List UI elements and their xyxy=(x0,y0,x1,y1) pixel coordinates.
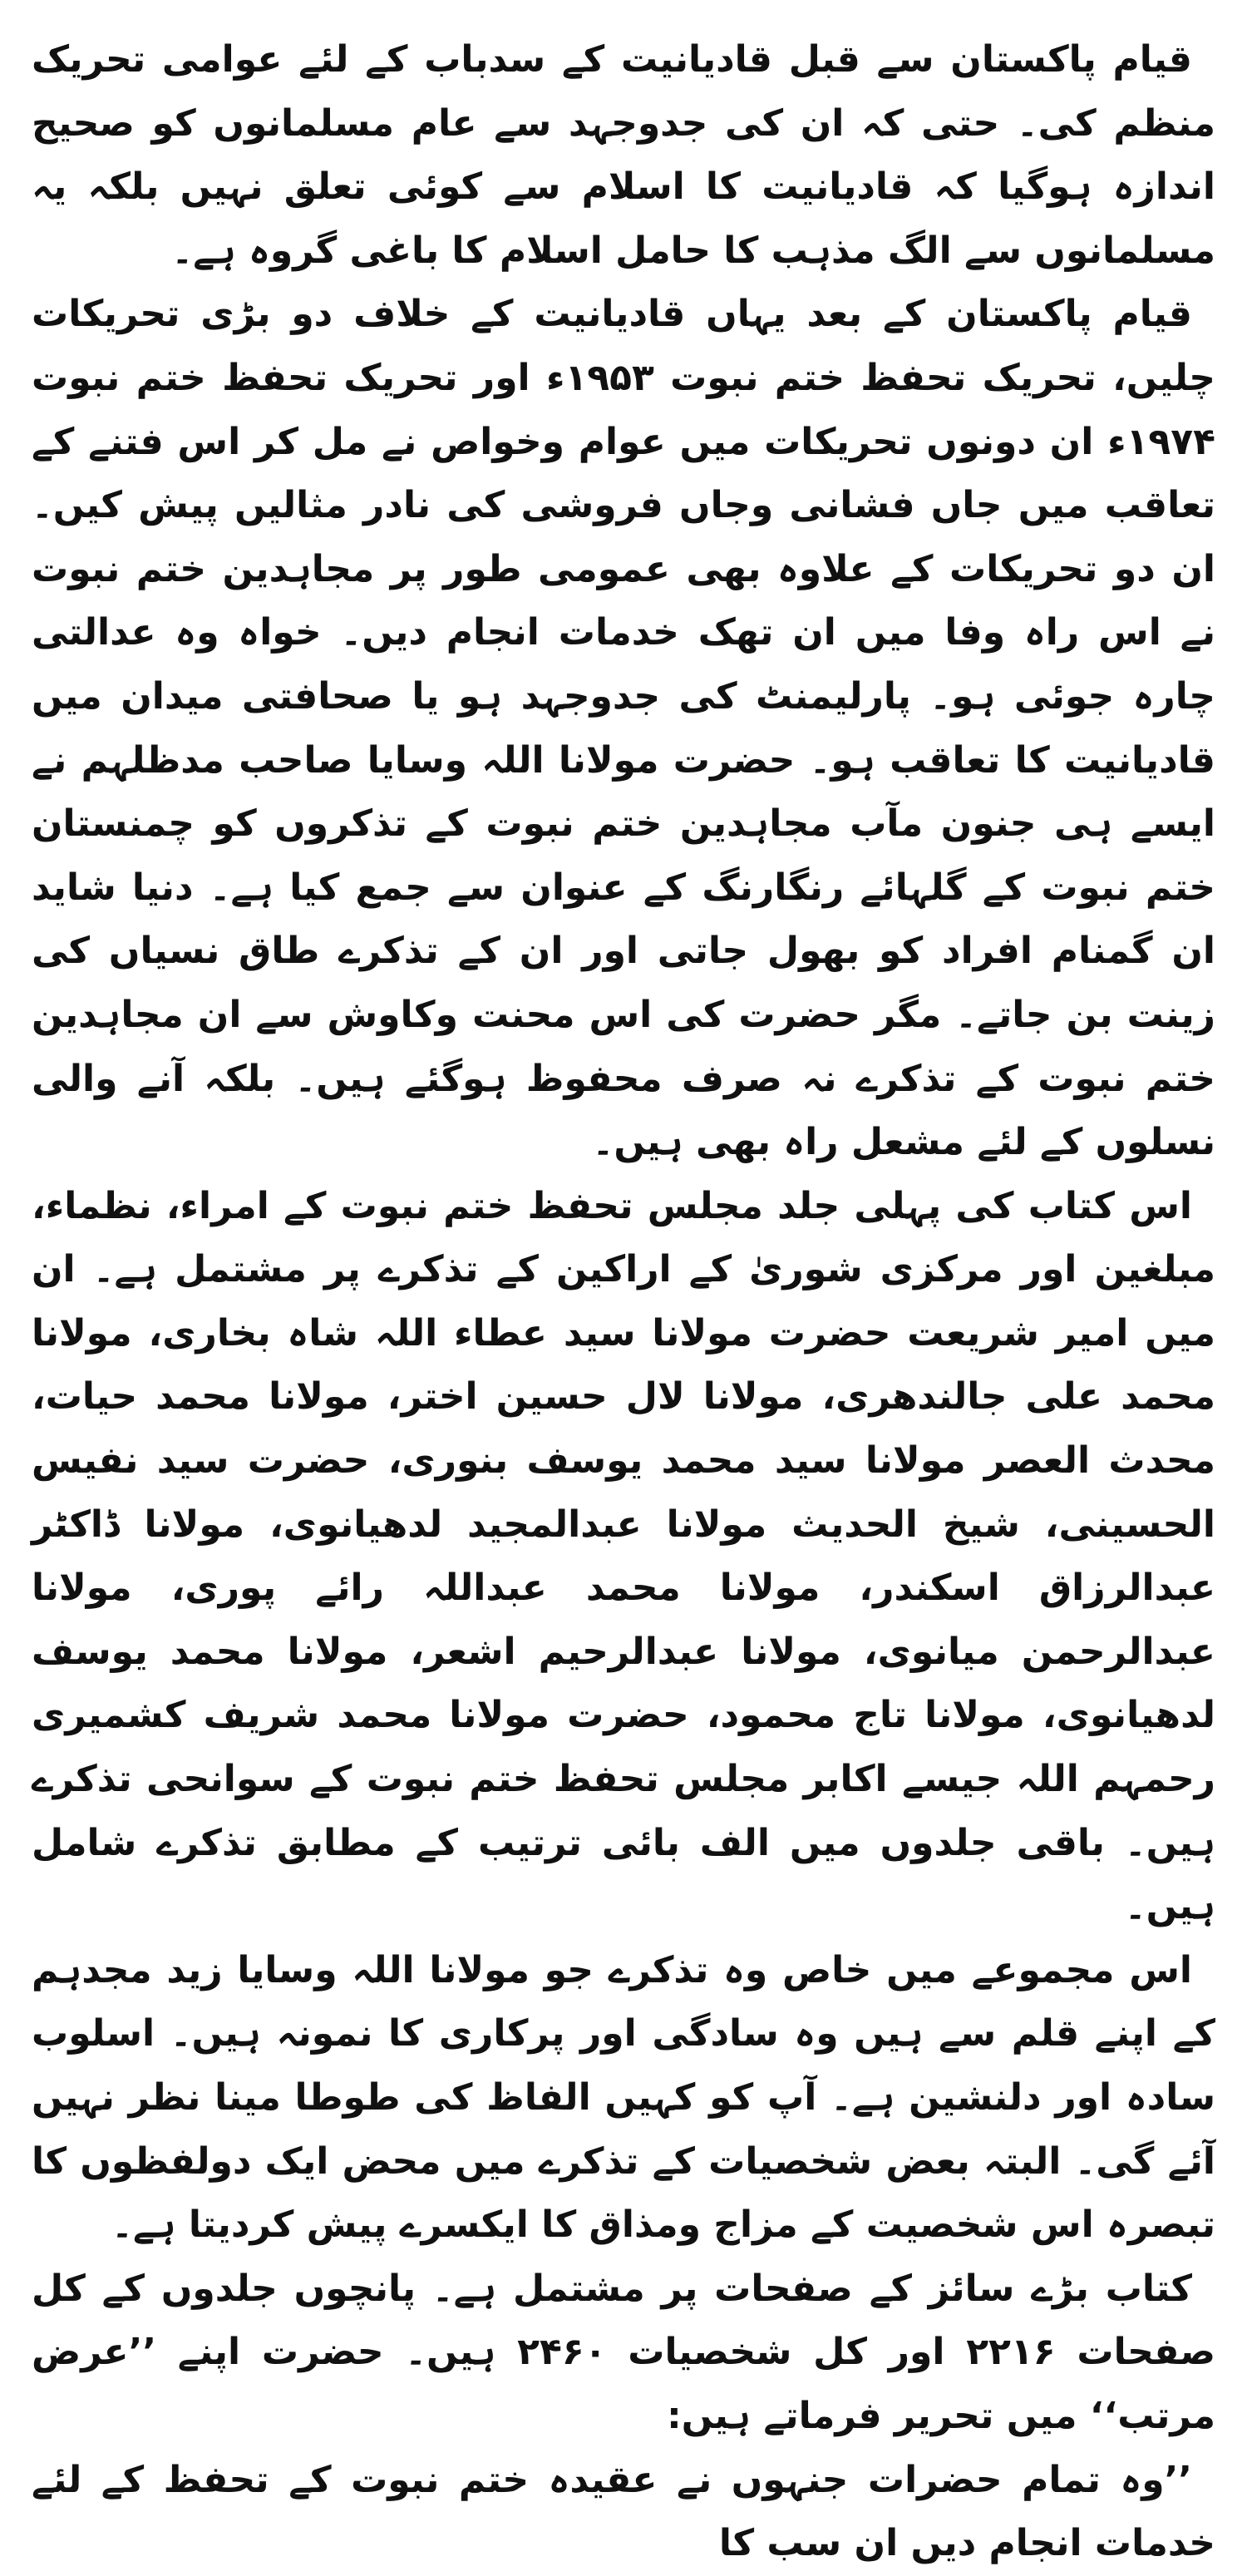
paragraph: کتاب بڑے سائز کے صفحات پر مشتمل ہے۔ پانچوں جلدوں کے کل صفحات ۲۲۱۶ اور کل شخصیات ۲۴۶۰ ہیں۔ حضرت اپنے ’’عرض مرتب‘‘ میں تحریر فرماتے ہیں: xyxy=(32,2267,1216,2437)
paragraph: اس مجموعے میں خاص وہ تذکرے جو مولانا اللہ وسایا زید مجدہم کے اپنے قلم سے ہیں وہ سادگی اور پرکاری کا نمونہ ہیں۔ اسلوب سادہ اور دلنشین ہے۔ آپ کو کہیں الفاظ کی طوطا مینا نظر نہیں آئے گی۔ البتہ بعض شخصیات کے تذکرے میں محض ایک دولفظوں کا تبصرہ اس شخصیت کے مزاج ومذاق کا ایکسرے پیش کردیتا ہے۔ xyxy=(32,1948,1215,2247)
paragraph: ’’وہ تمام حضرات جنہوں نے عقیدہ ختم نبوت کے تحفظ کے لئے خدمات انجام دیں ان سب کا xyxy=(32,2458,1215,2565)
paragraph: اس کتاب کی پہلی جلد مجلس تحفظ ختم نبوت کے امراء، نظماء، مبلغین اور مرکزی شوریٰ کے اراکین کے تذکرے پر مشتمل ہے۔ ان میں امیر شریعت حضرت مولانا سید عطاء اللہ شاہ بخاری، مولانا محمد علی جالندھری، مولانا لال حسین اختر، مولانا محمد حیات، محدث العصر مولانا سید محمد یوسف بنوری، حضرت سید نفیس الحسینی، شیخ الحدیث مولانا عبدالمجید لدھیانوی، مولانا ڈاکٹر عبدالرزاق اسکندر، مولانا محمد عبداللہ رائے پوری، مولانا عبدالرحمن میانوی، مولانا عبدالرحیم اشعر، مولانا محمد یوسف لدھیانوی، مولانا تاج محمود، حضرت مولانا محمد شریف کشمیری رحمہم اللہ جیسے اکابر مجلس تحفظ ختم نبوت کے سوانحی تذکرے ہیں۔ باقی جلدوں میں الف بائی ترتیب کے مطابق تذکرے شامل ہیں۔ xyxy=(32,1184,1215,1928)
paragraph: قیام پاکستان سے قبل قادیانیت کے سدباب کے لئے عوامی تحریک منظم کی۔ حتی کہ ان کی جدوجہد سے عام مسلمانوں کو صحیح اندازہ ہوگیا کہ قادیانیت کا اسلام سے کوئی تعلق نہیں بلکہ یہ مسلمانوں سے الگ مذہب کا حامل اسلام کا باغی گروہ ہے۔ xyxy=(32,38,1215,272)
text-body xyxy=(32,28,1215,2576)
paragraph: قیام پاکستان کے بعد یہاں قادیانیت کے خلاف دو بڑی تحریکات چلیں، تحریک تحفظ ختم نبوت ۱۹۵۳ء اور تحریک تحفظ ختم نبوت ۱۹۷۴ء ان دونوں تحریکات میں عوام وخواص نے مل کر اس فتنے کے تعاقب میں جاں فشانی وجاں فروشی کی نادر مثالیں پیش کیں۔ ان دو تحریکات کے علاوہ بھی عمومی طور پر مجاہدین ختم نبوت نے اس راہ وفا میں ان تھک خدمات انجام دیں۔ خواہ وہ عدالتی چارہ جوئی ہو۔ پارلیمنٹ کی جدوجہد ہو یا صحافتی میدان میں قادیانیت کا تعاقب ہو۔ حضرت مولانا اللہ وسایا صاحب مدظلہم نے ایسے ہی جنون مآب مجاہدین ختم نبوت کے تذکروں کو چمنستان ختم نبوت کے گلہائے رنگارنگ کے عنوان سے جمع کیا ہے۔ دنیا شاید ان گمنام افراد کو بھول جاتی اور ان کے تذکرے طاق نسیاں کی زینت بن جاتے۔ مگر حضرت کی اس محنت وکاوش سے ان مجاہدین ختم نبوت کے تذکرے نہ صرف محفوظ ہوگئے ہیں۔ بلکہ آنے والی نسلوں کے لئے مشعل راہ بھی ہیں۔ xyxy=(32,293,1216,1164)
